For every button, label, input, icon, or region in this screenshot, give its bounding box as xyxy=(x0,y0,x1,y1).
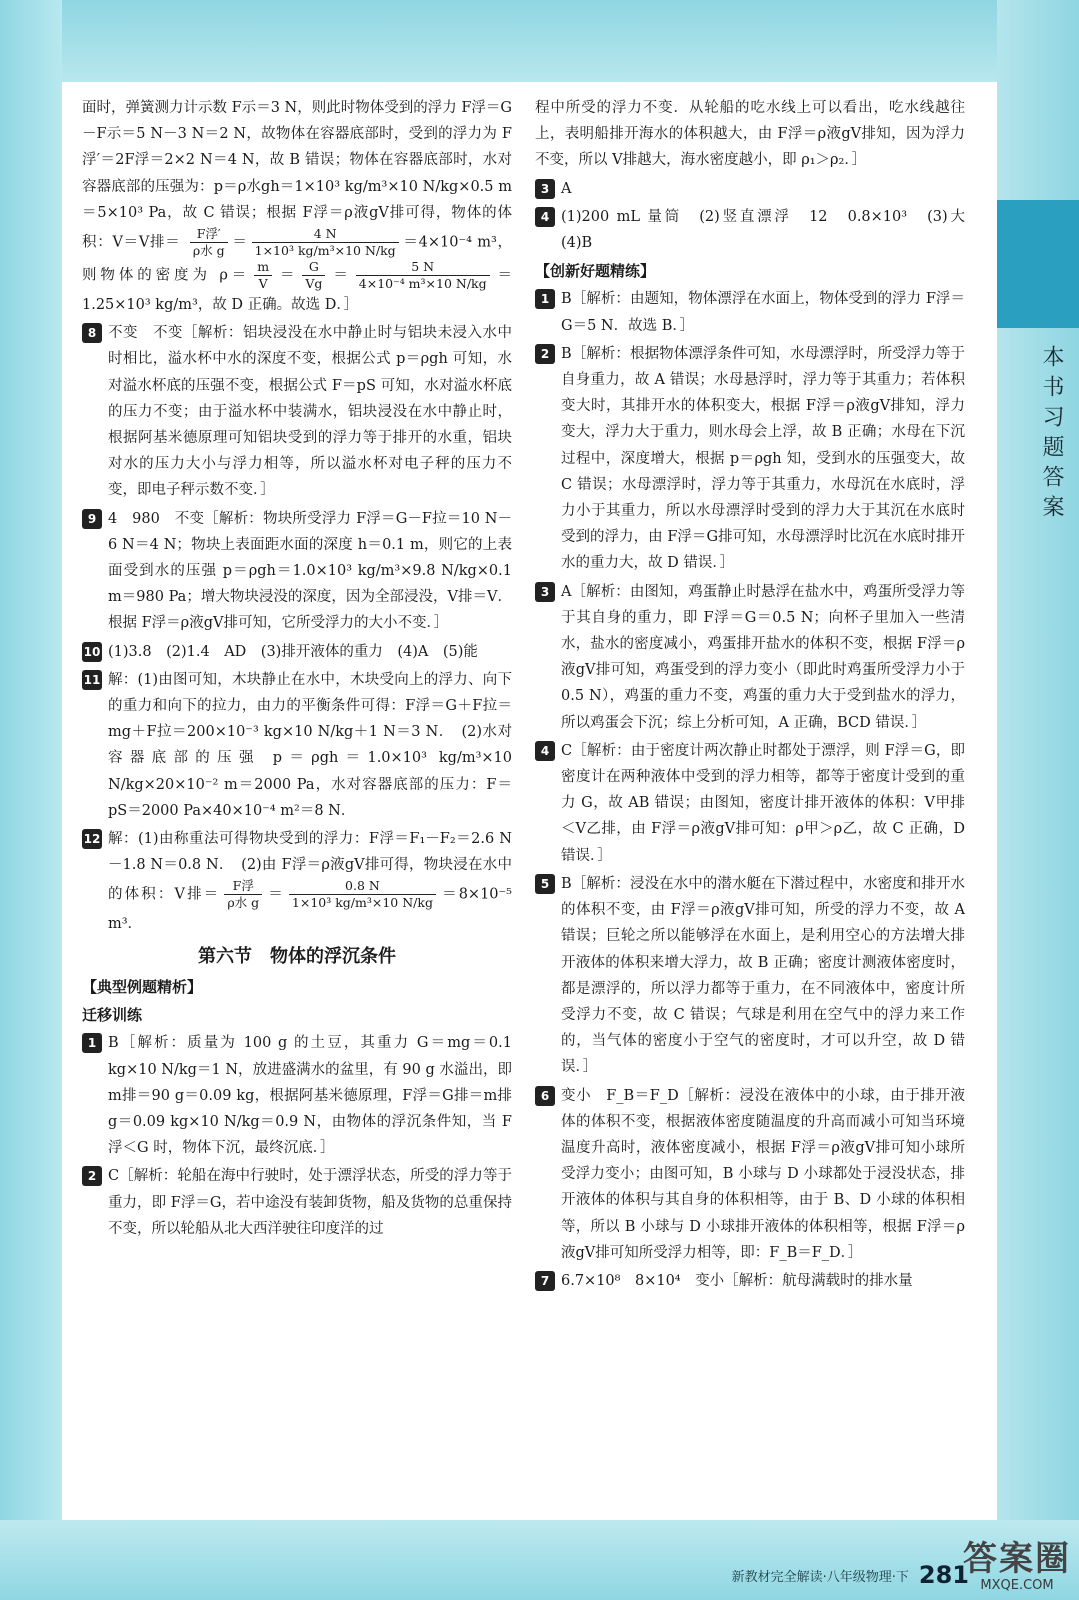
bottom-margin-band xyxy=(0,1520,1079,1600)
fraction: $\frac{5 N}{\text{4×10⁻⁴ m³×10 N/kg}}$ xyxy=(356,259,490,292)
question-number-badge: 1 xyxy=(82,1033,102,1053)
question-number-badge: 4 xyxy=(535,741,555,761)
left-margin-band xyxy=(0,0,62,1600)
question-number-badge: 4 xyxy=(535,207,555,227)
question-number-badge: 5 xyxy=(535,874,555,894)
fraction: $\frac{G}{Vg}$ xyxy=(302,259,325,292)
answer-item: 4 C［解析：由于密度计两次静止时都处于漂浮，则 F浮＝G，即密度计在两种液体中受到的浮力相等，都等于密度计受到的重力 G，故 AB 错误；由图知，密度计排开液体的体积：V甲排＜V乙排，由 F浮＝ρ液gV排可知：ρ甲＞ρ乙，故 C 正确，D 错误．］ xyxy=(535,738,965,869)
answer-item: 3 A［解析：由图知，鸡蛋静止时悬浮在盐水中，鸡蛋所受浮力等于其自身的重力，即 F浮＝G＝0.5 N；向杯子里加入一些清水，盐水的密度减小，鸡蛋排开盐水的体积不变，根据 F浮＝ρ液gV排可知，鸡蛋受到的浮力变小（即此时鸡蛋所受浮力小于 0.5 N），鸡蛋的重力不变，鸡蛋的重力大于受到盐水的浮力，所以鸡蛋会下沉；综上分析可知，A 正确，BCD 错误．］ xyxy=(535,579,965,736)
fraction: $\frac{\text{F浮}}{\text{ρ水 g}}$ xyxy=(224,878,262,911)
bracket-heading: 【创新好题精练】 xyxy=(535,262,656,281)
watermark-logo-text: 答案圈 xyxy=(963,1539,1071,1579)
watermark xyxy=(963,1540,1071,1594)
answer-continuation: 程中所受的浮力不变．从轮船的吃水线上可以看出，吃水线越往上，表明船排开海水的体积越大，由 F浮＝ρ液gV排知，因为浮力不变，所以 V排越大，海水密度越小，即 ρ₁＞ρ₂．］ xyxy=(535,100,965,169)
top-margin-band xyxy=(0,0,1079,82)
question-number-badge: 9 xyxy=(82,509,102,529)
section-title: 第六节 物体的浮沉条件 xyxy=(198,945,396,967)
bracket-heading: 【典型例题精析】 xyxy=(82,977,203,996)
fraction: $\frac{\text{F浮′}}{\text{ρ水 g}}$ xyxy=(190,226,228,259)
question-number-badge: 6 xyxy=(535,1086,555,1106)
question-number-badge: 1 xyxy=(535,289,555,309)
question-number-badge: 12 xyxy=(82,829,102,849)
left-column xyxy=(82,95,512,1244)
watermark-url: MXQE.COM xyxy=(980,1578,1054,1593)
answer-item: 10 (1)3.8 (2)1.4 AD (3)排开液体的重力 (4)A (5)能 xyxy=(83,643,478,660)
answer-item: 7 6.7×10⁸ 8×10⁴ 变小［解析：航母满载时的排水量 xyxy=(535,1268,965,1294)
fraction: $\frac{0.8 N}{\text{1×10³ kg/m³×10 N/kg}}$ xyxy=(289,878,436,911)
question-number-badge: 8 xyxy=(82,323,102,343)
answer-item: 2 B［解析：根据物体漂浮条件可知，水母漂浮时，所受浮力等于自身重力，故 A 错误；水母悬浮时，浮力等于其重力；若体积变大时，其排开水的体积变大，根据 F浮＝ρ液gV排知，浮力变大，浮力大于重力，则水母会上浮，故 B 正确；水母在下沉过程中，深度增大，根据 p＝ρgh 知，受到水的压强变大，故 C 错误；水母漂浮时，浮力等于其重力，水母沉在水底时，浮力小于其重力，所以水母漂浮时受到的浮力大于其沉在水底时受到的浮力，由 F浮＝G排可知，水母漂浮时比沉在水底时排开水的重力大，故 D 错误．］ xyxy=(535,341,965,577)
book-title: 新教材完全解读·八年级物理·下 xyxy=(731,1569,909,1585)
answer-item: 1 B［解析：质量为 100 g 的土豆，其重力 G＝mg＝0.1 kg×10 N/kg＝1 N，放进盛满水的盆里，有 90 g 水溢出，即 m排＝90 g＝0.09 kg，根据阿基米德原理，F浮＝G排＝m排g＝0.09 kg×10 N/kg＝0.9 N，由物体的浮沉条件知，当 F浮＜G 时，物体下沉，最终沉底．］ xyxy=(82,1030,512,1161)
answer-item: 11 解：(1)由图可知，木块静止在水中，木块受向上的浮力、向下的重力和向下的拉力，由力的平衡条件可得：F浮＝G＋F拉＝mg＋F拉＝200×10⁻³ kg×10 N/kg＋1 N＝3 N． (2)水对容器底部的压强 p＝ρgh＝1.0×10³ kg/m³×10 N/kg×20×10⁻² m＝2000 Pa，水对容器底部的压力：F＝pS＝2000 Pa×40×10⁻⁴ m²＝8 N． xyxy=(83,671,512,819)
answer-item: 12 解：(1)由称重法可得物块受到的浮力：F浮＝F₁－F₂＝2.6 N－1.8 N＝0.8 N． (2)由 F浮＝ρ液gV排可得，物块浸在水中的体积：V排＝ $\frac{\text{F浮}}{\text{ρ水 g}}$ ＝ $\frac{0.8 N}{\text{1×10³ kg/m³×10 N/kg}}$ ＝8×10⁻⁵ m³． xyxy=(83,831,512,933)
question-number-badge: 11 xyxy=(82,670,102,690)
answer-item: 6 变小 F_B＝F_D［解析：浸没在液体中的小球，由于排开液体的体积不变，根据液体密度随温度的升高而减小可知当环境温度升高时，液体密度减小，根据 F浮＝ρ液gV排可知小球所受浮力变小；由图可知，B 小球与 D 小球都处于浸没状态，排开液体的体积与其自身的体积相等，由于 B、D 小球的体积相等，所以 B 小球与 D 小球排开液体的体积相等，根据 F浮＝ρ液gV排可知所受浮力相等，即：F_B＝F_D．］ xyxy=(535,1083,965,1266)
question-number-badge: 2 xyxy=(82,1166,102,1186)
side-tab-block xyxy=(997,200,1079,328)
answer-item: 3 A xyxy=(535,176,965,202)
question-number-badge: 3 xyxy=(535,582,555,602)
sub-heading: 迁移训练 xyxy=(82,1006,143,1025)
question-number-badge: 10 xyxy=(82,642,102,662)
page-footer xyxy=(732,1562,969,1588)
answer-item: 8 不变 不变［解析：铝块浸没在水中静止时与铝块未浸入水中时相比，溢水杯中水的深度不变，根据公式 p＝ρgh 可知，水对溢水杯底的压强不变，根据公式 F＝pS 可知，水对溢水杯底的压力不变；由于溢水杯中装满水，铝块浸没在水中静止时，根据阿基米德原理可知铝块受到的浮力等于排开的水重，铝块对水的压力大小与浮力相等，所以溢水杯对电子秤的压力不变，即电子秤示数不变．］ xyxy=(82,320,512,503)
right-column xyxy=(535,95,980,1296)
answer-item: 5 B［解析：浸没在水中的潜水艇在下潜过程中，水密度和排开水的体积不变，由 F浮＝ρ液gV排可知，所受的浮力不变，故 A 错误；巨轮之所以能够浮在水面上，是利用空心的方法增大排开液体的体积来增大浮力，故 B 正确；密度计测液体密度时，都是漂浮的，所以浮力都等于重力，在不同液体中，密度计所受浮力不变，故 C 错误；气球是利用在空气中的浮力来工作的，当气体的密度小于空气的密度时，才可以升空，故 D 错误．］ xyxy=(535,871,965,1081)
answer-item: 4 (1)200 mL 量筒 (2)竖直漂浮 12 0.8×10³ (3)大 (4)B xyxy=(535,204,965,256)
fraction: $\frac{m}{V}$ xyxy=(254,259,272,292)
question-number-badge: 3 xyxy=(535,179,555,199)
question-number-badge: 2 xyxy=(535,344,555,364)
question-number-badge: 7 xyxy=(535,1271,555,1291)
page-number: 281 xyxy=(918,1561,969,1589)
answer-continuation: 面时，弹簧测力计示数 F示＝3 N，则此时物体受到的浮力 F浮＝G－F示＝5 N－3 N＝2 N，故物体在容器底部时，受到的浮力为 F浮′＝2F浮＝2×2 N＝4 N，故 B 错误；物体在容器底部时，水对容器底部的压强为：p＝ρ水gh＝1×10³ kg/m³×10 N/kg×0.5 m＝5×10³ Pa，故 C 错误；根据 F浮＝ρ液gV排可得，物体的体积：V＝V排＝ $\frac{\text{F浮′}}{\text{ρ水 g}}$ ＝ $\frac{4 N}{\text{1×10³ kg/m³×10 N/kg}}$ ＝4×10⁻⁴ m³，则物体的密度为 ρ＝ $\frac{m}{V}$ ＝ $\frac{G}{Vg}$ ＝ $\frac{5 N}{\text{4×10⁻⁴ m³×10 N/kg}}$ ＝1.25×10³ kg/m³，故 D 正确。故选 D．］ xyxy=(82,100,513,314)
answer-item: 9 4 980 不变［解析：物块所受浮力 F浮＝G－F拉＝10 N－6 N＝4 N；物块上表面距水面的深度 h＝0.1 m，则它的上表面受到水的压强 p＝ρgh＝1.0×10³ kg/m³×9.8 N/kg×0.1 m＝980 Pa；增大物块浸没的深度，因为全部浸没，V排＝V．根据 F浮＝ρ液gV排可知，它所受浮力的大小不变．］ xyxy=(82,506,512,637)
answer-item: 1 B［解析：由题知，物体漂浮在水面上，物体受到的浮力 F浮＝G＝5 N．故选 B．］ xyxy=(535,286,965,338)
answer-item: 2 C［解析：轮船在海中行驶时，处于漂浮状态，所受的浮力等于重力，即 F浮＝G，若中途没有装卸货物，船及货物的总重保持不变，所以轮船从北大西洋驶往印度洋的过 xyxy=(82,1163,512,1242)
fraction: $\frac{4 N}{\text{1×10³ kg/m³×10 N/kg}}$ xyxy=(252,226,399,259)
side-tab-label: 本书习题答案 xyxy=(1039,345,1064,525)
